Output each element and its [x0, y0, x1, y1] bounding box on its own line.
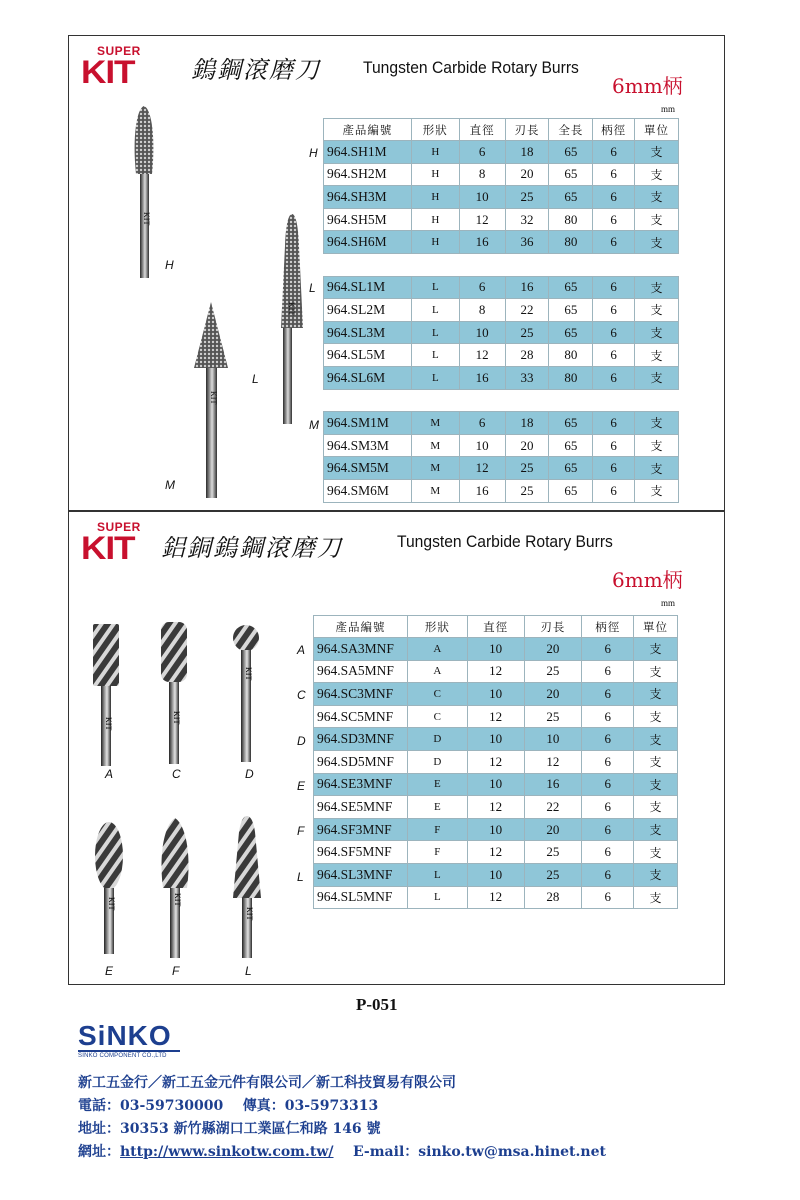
group-label-f: F — [297, 824, 305, 838]
table-cell: 80 — [549, 208, 593, 231]
burr-c-image — [161, 622, 187, 764]
header-shape: 形狀 — [407, 616, 467, 638]
table-cell: 6 — [593, 299, 635, 322]
table-cell: 6 — [459, 141, 505, 164]
group-label-l: L — [309, 281, 316, 295]
table-gap — [324, 389, 679, 412]
table-cell: 20 — [524, 638, 582, 661]
web-email-line: 網址：http://www.sinkotw.com.tw/ E-mail：sinko.tw@msa.hinet.net — [78, 1144, 606, 1160]
website-link[interactable]: http://www.sinkotw.com.tw/ — [120, 1144, 334, 1160]
table-cell: 964.SA3MNF — [314, 638, 408, 661]
header-total-length: 全長 — [549, 119, 593, 141]
table-cell: 12 — [459, 208, 505, 231]
table-cell: 支 — [634, 638, 678, 661]
table-cell: 12 — [524, 750, 582, 773]
table-cell: 10 — [467, 773, 524, 796]
svg-text:KIT: KIT — [107, 897, 116, 911]
group-label-a: A — [297, 643, 306, 657]
table-cell: 6 — [593, 434, 635, 457]
photo-label-h: H — [165, 258, 174, 272]
table-cell: 65 — [549, 186, 593, 209]
table-row — [324, 231, 679, 254]
sinko-logo — [78, 1020, 180, 1059]
header-cut-length: 刃長 — [505, 119, 549, 141]
table-cell: 支 — [634, 683, 678, 706]
table-cell: 32 — [505, 208, 549, 231]
header-shank: 柄徑 — [593, 119, 635, 141]
table-cell: 964.SL2M — [324, 299, 412, 322]
panel-title-zh: 鎢鋼滾磨刀 — [191, 56, 321, 84]
table-cell: 964.SE5MNF — [314, 796, 408, 819]
table-cell: 20 — [505, 434, 549, 457]
table-cell: L — [411, 344, 459, 367]
table-cell: 964.SC3MNF — [314, 683, 408, 706]
table-cell: 28 — [505, 344, 549, 367]
table-cell: 16 — [524, 773, 582, 796]
table-cell: L — [407, 863, 467, 886]
table-cell: A — [407, 660, 467, 683]
table-cell: 6 — [582, 863, 634, 886]
table-cell: F — [407, 841, 467, 864]
table-row — [314, 705, 678, 728]
table-row — [324, 366, 679, 389]
table-cell: 6 — [459, 276, 505, 299]
table-cell: H — [411, 231, 459, 254]
table-cell: L — [411, 299, 459, 322]
table-cell: 支 — [634, 841, 678, 864]
table-cell: 6 — [593, 276, 635, 299]
table-row — [324, 344, 679, 367]
address: 30353 新竹縣湖口工業區仁和路 146 號 — [120, 1121, 381, 1137]
company-names: 新工五金行／新工五金元件有限公司／新工科技貿易有限公司 — [78, 1075, 456, 1091]
group-label-h: H — [309, 146, 318, 160]
table-cell: 25 — [524, 705, 582, 728]
photo-label-d: D — [245, 767, 254, 781]
table-row — [324, 434, 679, 457]
table-cell: 6 — [582, 818, 634, 841]
table-row — [324, 299, 679, 322]
burr-a-image — [93, 624, 119, 766]
table-cell: L — [411, 276, 459, 299]
table-cell: 25 — [524, 863, 582, 886]
table-cell: 6 — [593, 344, 635, 367]
table-header-row — [314, 616, 678, 638]
table-cell: 20 — [505, 163, 549, 186]
table-cell: L — [411, 366, 459, 389]
table-cell: 22 — [524, 796, 582, 819]
table-cell: 964.SD3MNF — [314, 728, 408, 751]
table-gap — [324, 253, 679, 276]
table-row — [314, 750, 678, 773]
burr-e-image — [95, 822, 123, 954]
table-row — [324, 321, 679, 344]
unit-label: mm — [661, 104, 676, 114]
table-row — [324, 163, 679, 186]
table-row — [314, 683, 678, 706]
spec-table-aluminum — [313, 615, 678, 909]
photo-label-c: C — [172, 767, 181, 781]
table-cell: 12 — [459, 344, 505, 367]
table-cell: 36 — [505, 231, 549, 254]
table-cell: M — [411, 457, 459, 480]
table-row — [324, 141, 679, 164]
group-label-e: E — [297, 779, 306, 793]
table-cell: 964.SM5M — [324, 457, 412, 480]
table-cell: M — [411, 434, 459, 457]
table-cell: 6 — [582, 886, 634, 909]
table-cell: H — [411, 141, 459, 164]
table-row — [314, 796, 678, 819]
table-cell: H — [411, 186, 459, 209]
table-cell: 支 — [635, 434, 679, 457]
burr-d-image — [233, 625, 259, 762]
table-cell: 支 — [635, 457, 679, 480]
table-row — [314, 638, 678, 661]
table-cell: 10 — [459, 321, 505, 344]
table-cell: 964.SM6M — [324, 479, 412, 502]
table-row — [324, 276, 679, 299]
photo-label-a: A — [105, 767, 114, 781]
table-cell: 80 — [549, 366, 593, 389]
table-cell: 16 — [459, 366, 505, 389]
table-cell: 10 — [459, 434, 505, 457]
table-cell: 6 — [593, 457, 635, 480]
table-row — [314, 728, 678, 751]
table-cell: 12 — [467, 841, 524, 864]
table-cell: 25 — [505, 457, 549, 480]
table-cell: 25 — [524, 660, 582, 683]
table-cell: 964.SM3M — [324, 434, 412, 457]
table-row — [314, 841, 678, 864]
photo-label-l: L — [245, 964, 252, 978]
table-row — [314, 660, 678, 683]
table-cell: 支 — [635, 344, 679, 367]
table-cell: 12 — [467, 886, 524, 909]
table-cell: D — [407, 750, 467, 773]
table-cell: 支 — [635, 276, 679, 299]
table-cell: 65 — [549, 141, 593, 164]
panel-title-en: Tungsten Carbide Rotary Burrs — [363, 58, 579, 77]
header-cut-length: 刃長 — [524, 616, 582, 638]
table-cell: 支 — [634, 660, 678, 683]
table-cell: 25 — [505, 479, 549, 502]
group-label-c: C — [297, 688, 306, 702]
phone-number: 03-59730000 — [120, 1098, 224, 1114]
panel-title-zh: 鋁銅鎢鋼滾磨刀 — [161, 534, 343, 562]
table-cell: 10 — [524, 728, 582, 751]
product-panel-aluminum-burrs: SUPER KIT 鋁銅鎢鋼滾磨刀 Tungsten Carbide Rotary Burrs 6mm柄 mm KIT KIT KIT KIT KIT KIT A C D E F L A C D E F L 產品編號 形狀 直徑 刃長 柄徑 單位 964.SA3MNF A 10 20 6 支 964.SA5MNF A 12 25 6 支 964.SC3MNF C 10 20 6 支 964.SC5MNF C 12 25 6 支 964.SD3MNF D 10 10 6 支 964.SD5MNF D 12 12 6 支 964.SE3MNF E 10 16 6 支 964.SE5MNF E 12 22 6 支 964.SF3MNF F 10 20 6 支 964.SF5MNF F 12 25 6 支 964.SL3MNF L 10 25 6 支 964.SL5MNF L 12 28 6 支 — [68, 511, 725, 985]
table-cell: 65 — [549, 163, 593, 186]
table-row — [314, 886, 678, 909]
table-cell: 支 — [635, 321, 679, 344]
table-cell: 6 — [593, 321, 635, 344]
burr-f-image — [162, 818, 189, 958]
table-cell: 支 — [634, 728, 678, 751]
table-cell: 支 — [635, 231, 679, 254]
table-cell: 12 — [467, 796, 524, 819]
table-cell: 6 — [459, 412, 505, 435]
brand-subtitle: SINKO COMPONENT CO.,LTD — [78, 1050, 180, 1059]
brand-name: SiNKO — [78, 1020, 172, 1051]
table-cell: 12 — [459, 457, 505, 480]
group-label-d: D — [297, 734, 306, 748]
table-cell: 20 — [524, 818, 582, 841]
email-address[interactable]: sinko.tw@msa.hinet.net — [418, 1144, 606, 1160]
header-shank: 柄徑 — [582, 616, 634, 638]
table-cell: 支 — [634, 705, 678, 728]
table-row — [314, 773, 678, 796]
table-cell: 964.SM1M — [324, 412, 412, 435]
table-cell: 22 — [505, 299, 549, 322]
table-header-row — [324, 119, 679, 141]
header-code: 產品編號 — [324, 119, 412, 141]
burr-l-image — [281, 214, 303, 424]
table-cell: A — [407, 638, 467, 661]
table-cell: 6 — [582, 728, 634, 751]
table-cell: 12 — [467, 705, 524, 728]
table-cell: 10 — [467, 728, 524, 751]
table-cell: 65 — [549, 276, 593, 299]
table-cell: 964.SD5MNF — [314, 750, 408, 773]
table-cell: 10 — [467, 863, 524, 886]
table-cell: C — [407, 683, 467, 706]
table-cell: 964.SL6M — [324, 366, 412, 389]
table-cell: 6 — [582, 705, 634, 728]
table-cell: 16 — [505, 276, 549, 299]
table-row — [324, 186, 679, 209]
table-cell: 支 — [634, 796, 678, 819]
table-cell: 6 — [582, 773, 634, 796]
header-shape: 形狀 — [411, 119, 459, 141]
svg-text:KIT: KIT — [173, 893, 182, 907]
table-cell: 支 — [635, 299, 679, 322]
table-cell: 964.SL5MNF — [314, 886, 408, 909]
photo-label-e: E — [105, 964, 114, 978]
table-cell: 6 — [593, 412, 635, 435]
header-diameter: 直徑 — [459, 119, 505, 141]
table-cell: 964.SF5MNF — [314, 841, 408, 864]
photo-label-l: L — [252, 372, 259, 386]
unit-label: mm — [661, 598, 676, 608]
table-cell: F — [407, 818, 467, 841]
group-label-m: M — [309, 418, 319, 432]
table-row — [324, 479, 679, 502]
table-cell: E — [407, 796, 467, 819]
photo-label-m: M — [165, 478, 175, 492]
table-cell: 16 — [459, 231, 505, 254]
header-diameter: 直徑 — [467, 616, 524, 638]
spec-table-tungsten — [323, 118, 679, 503]
table-cell: 25 — [524, 841, 582, 864]
table-cell: 12 — [467, 660, 524, 683]
product-panel-tungsten-burrs: SUPER KIT 鎢鋼滾磨刀 Tungsten Carbide Rotary Burrs 6mm柄 mm KIT KIT KIT H L M H L M 產品編號 形狀 直徑 刃長 全長 柄徑 單位 964.SH1M H 6 18 65 6 支 964.SH2M H 8 20 65 6 支 964.SH3M H 10 25 65 6 支 964.SH5M H 12 32 80 6 支 964.SH6M H 16 36 80 6 支 964.SL1M L 6 16 65 6 支 964.SL2M L 8 22 65 6 支 964.SL3M L 10 25 65 6 支 964.SL5M L 12 28 80 6 支 964.SL6M L 16 33 80 6 支 964.SM1M M 6 18 65 6 支 964.SM3M M 10 20 65 6 支 964.SM5M M 12 25 65 6 支 964.SM6M M 16 25 65 6 支 — [68, 35, 725, 511]
table-cell: 支 — [635, 366, 679, 389]
photo-label-f: F — [172, 964, 180, 978]
table-cell: 6 — [593, 208, 635, 231]
table-cell: 964.SL3MNF — [314, 863, 408, 886]
header-unit: 單位 — [635, 119, 679, 141]
table-cell: 964.SH5M — [324, 208, 412, 231]
table-cell: 10 — [467, 638, 524, 661]
panel-title-en: Tungsten Carbide Rotary Burrs — [397, 532, 613, 551]
fax-number: 03-5973313 — [284, 1098, 379, 1114]
table-cell: 支 — [634, 750, 678, 773]
svg-text:KIT: KIT — [104, 717, 113, 731]
table-cell: 6 — [582, 750, 634, 773]
table-cell: 25 — [505, 186, 549, 209]
table-cell: 支 — [634, 863, 678, 886]
table-cell: D — [407, 728, 467, 751]
table-cell: 6 — [582, 638, 634, 661]
table-cell: 964.SF3MNF — [314, 818, 408, 841]
phone-fax-line: 電話：03-59730000 傳真：03-5973313 — [78, 1098, 379, 1114]
svg-text:KIT: KIT — [244, 667, 253, 681]
table-cell: 964.SH2M — [324, 163, 412, 186]
table-cell: E — [407, 773, 467, 796]
table-cell: 10 — [467, 683, 524, 706]
table-row — [324, 208, 679, 231]
svg-text:KIT: KIT — [172, 711, 181, 725]
table-cell: 964.SL1M — [324, 276, 412, 299]
table-cell: H — [411, 208, 459, 231]
table-cell: 6 — [582, 841, 634, 864]
table-row — [314, 818, 678, 841]
table-cell: 支 — [635, 186, 679, 209]
table-cell: 964.SH6M — [324, 231, 412, 254]
header-unit: 單位 — [634, 616, 678, 638]
group-label-l: L — [297, 870, 304, 884]
burr-m-image — [194, 302, 228, 498]
table-cell: 6 — [582, 796, 634, 819]
table-cell: L — [411, 321, 459, 344]
table-row — [324, 412, 679, 435]
table-cell: 支 — [635, 479, 679, 502]
table-cell: 25 — [505, 321, 549, 344]
table-cell: 6 — [582, 683, 634, 706]
table-cell: 10 — [467, 818, 524, 841]
page-number: P-051 — [356, 995, 398, 1014]
table-cell: 8 — [459, 299, 505, 322]
table-cell: 80 — [549, 344, 593, 367]
table-row — [314, 863, 678, 886]
burr-photos — [99, 96, 296, 506]
table-cell: 18 — [505, 141, 549, 164]
table-cell: 支 — [634, 818, 678, 841]
table-cell: 20 — [524, 683, 582, 706]
table-cell: 28 — [524, 886, 582, 909]
svg-text:KIT: KIT — [245, 907, 254, 921]
table-cell: 964.SA5MNF — [314, 660, 408, 683]
table-cell: 16 — [459, 479, 505, 502]
table-cell: 10 — [459, 186, 505, 209]
table-cell: 65 — [549, 457, 593, 480]
shank-size: 6mm柄 — [612, 568, 683, 592]
table-cell: 18 — [505, 412, 549, 435]
table-cell: 964.SL3M — [324, 321, 412, 344]
address-line: 地址：30353 新竹縣湖口工業區仁和路 146 號 — [78, 1121, 381, 1137]
table-cell: 6 — [593, 141, 635, 164]
table-cell: 65 — [549, 479, 593, 502]
burr-l2-image — [233, 816, 261, 958]
table-cell: 6 — [582, 660, 634, 683]
shank-size: 6mm柄 — [612, 74, 683, 98]
burr-photos-2 — [83, 612, 283, 972]
table-cell: 6 — [593, 186, 635, 209]
table-cell: 65 — [549, 412, 593, 435]
table-cell: 964.SH1M — [324, 141, 412, 164]
table-cell: 33 — [505, 366, 549, 389]
table-cell: M — [411, 479, 459, 502]
table-cell: 支 — [634, 773, 678, 796]
table-cell: 6 — [593, 366, 635, 389]
table-cell: 支 — [635, 141, 679, 164]
table-cell: 支 — [635, 412, 679, 435]
table-cell: L — [407, 886, 467, 909]
svg-text:KIT: KIT — [209, 391, 218, 405]
table-cell: 6 — [593, 479, 635, 502]
table-cell: M — [411, 412, 459, 435]
table-cell: 65 — [549, 434, 593, 457]
table-cell: 6 — [593, 163, 635, 186]
table-cell: 964.SE3MNF — [314, 773, 408, 796]
table-cell: 65 — [549, 299, 593, 322]
svg-text:KIT: KIT — [287, 302, 296, 316]
table-cell: 支 — [635, 163, 679, 186]
table-cell: 支 — [635, 208, 679, 231]
burr-h-image — [135, 106, 154, 278]
table-cell: 8 — [459, 163, 505, 186]
table-cell: 80 — [549, 231, 593, 254]
svg-text:KIT: KIT — [142, 212, 151, 226]
table-cell: C — [407, 705, 467, 728]
table-cell: 964.SH3M — [324, 186, 412, 209]
table-row — [324, 457, 679, 480]
table-cell: 支 — [634, 886, 678, 909]
header-code: 產品編號 — [314, 616, 408, 638]
table-cell: H — [411, 163, 459, 186]
table-cell: 6 — [593, 231, 635, 254]
table-cell: 964.SC5MNF — [314, 705, 408, 728]
table-cell: 964.SL5M — [324, 344, 412, 367]
table-cell: 65 — [549, 321, 593, 344]
table-cell: 12 — [467, 750, 524, 773]
